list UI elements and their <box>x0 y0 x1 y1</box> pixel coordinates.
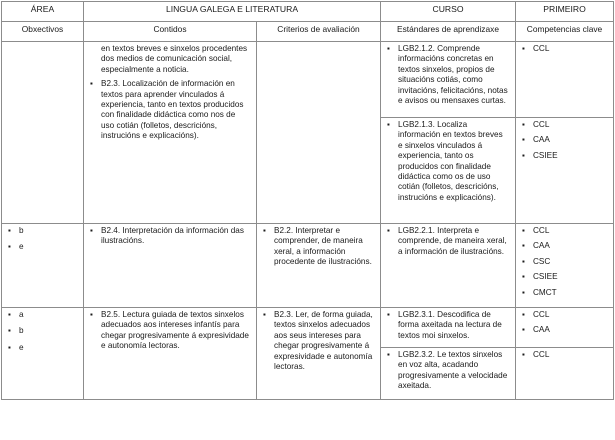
standard-item: ▪ LGB2.3.1. Descodifica de forma axeitada na lectura de textos moi sinxelos. <box>387 310 509 341</box>
curriculum-table <box>1 1 614 400</box>
competences-cell <box>516 42 614 118</box>
objective-item: ▪ e <box>8 242 77 252</box>
objectives-cell <box>2 224 84 308</box>
competences-cell <box>516 308 614 348</box>
content-item: ▪ B2.3. Localización de información en textos para aprender vinculados á experiencia, tanto en textos producidos con finalidade didáctica como nos de uso cotián (folletos, descricións, instrucións e explicacións). <box>90 79 250 141</box>
competence-item: ▪ CAA <box>522 325 607 335</box>
subject-title: LINGUA GALEGA E LITERATURA <box>84 2 381 22</box>
standards-cell <box>381 118 516 224</box>
competence-item: ▪ CSIEE <box>522 272 607 282</box>
standards-cell <box>381 42 516 118</box>
criteria-cell <box>257 224 381 308</box>
criterion-item: ▪ B2.3. Ler, de forma guiada, textos sinxelos adecuados aos seus intereses para chegar progresivamente á expresividade e autonomía lectoras. <box>263 310 374 372</box>
competences-cell <box>516 118 614 224</box>
competence-item: ▪ CAA <box>522 241 607 251</box>
standards-cell <box>381 348 516 400</box>
area-label: ÁREA <box>2 2 84 22</box>
content-item: ▪ B2.4. Interpretación da información das ilustracións. <box>90 226 250 247</box>
competences-cell <box>516 224 614 308</box>
objective-item: ▪ b <box>8 326 77 336</box>
header-row <box>2 2 614 22</box>
table-row <box>2 42 614 118</box>
objectives-cell <box>2 308 84 400</box>
col-contents: Contidos <box>84 22 257 42</box>
standards-cell <box>381 224 516 308</box>
objective-item: ▪ e <box>8 343 77 353</box>
content-item-continued: en textos breves e sinxelos procedentes dos medios de comunicación social, especialmente a noticia. <box>101 44 248 74</box>
col-competences: Competencias clave <box>516 22 614 42</box>
standard-item: ▪ LGB2.1.3. Localiza información en textos breves e sinxelos vinculados á experiencia, tanto os producidos con finalidade didáctica como os de uso cotián (folletos, descricións, instrucións e explicacións). <box>387 120 509 203</box>
competence-item: ▪ CMCT <box>522 288 607 298</box>
content-item: ▪ B2.5. Lectura guiada de textos sinxelos adecuados aos intereses infantís para chegar progresivamente á expresividade e autonomía lectoras. <box>90 310 250 352</box>
competence-item: ▪ CCL <box>522 44 607 54</box>
competence-item: ▪ CCL <box>522 310 607 320</box>
objective-item: ▪ a <box>8 310 77 320</box>
competence-item: ▪ CSIEE <box>522 151 607 161</box>
criterion-item: ▪ B2.2. Interpretar e comprender, de maneira xeral, a información procedente de ilustracións. <box>263 226 374 268</box>
competence-item: ▪ CCL <box>522 350 607 360</box>
criteria-cell <box>257 308 381 400</box>
standards-cell <box>381 308 516 348</box>
objectives-cell <box>2 42 84 224</box>
competence-item: ▪ CCL <box>522 120 607 130</box>
standard-item: ▪ LGB2.2.1. Interpreta e comprende, de maneira xeral, a información de ilustracións. <box>387 226 509 257</box>
table-row <box>2 224 614 308</box>
course-label: CURSO <box>381 2 516 22</box>
contents-cell <box>84 42 257 224</box>
course-value: PRIMEIRO <box>516 2 614 22</box>
competence-item: ▪ CCL <box>522 226 607 236</box>
contents-cell <box>84 224 257 308</box>
standard-item: ▪ LGB2.3.2. Le textos sinxelos en voz alta, acadando progresivamente a velocidade axeitada. <box>387 350 509 392</box>
col-objectives: Obxectivos <box>2 22 84 42</box>
standard-item: ▪ LGB2.1.2. Comprende informacións concretas en textos sinxelos, propios de situacións cotiás, como invitacións, felicitacións, notas e avisos ou mensaxes curtas. <box>387 44 509 106</box>
competence-item: ▪ CAA <box>522 135 607 145</box>
column-header-row <box>2 22 614 42</box>
criteria-cell <box>257 42 381 224</box>
contents-cell <box>84 308 257 400</box>
table-row <box>2 308 614 348</box>
objective-item: ▪ b <box>8 226 77 236</box>
col-criteria: Criterios de avaliación <box>257 22 381 42</box>
competences-cell <box>516 348 614 400</box>
competence-item: ▪ CSC <box>522 257 607 267</box>
col-standards: Estándares de aprendizaxe <box>381 22 516 42</box>
